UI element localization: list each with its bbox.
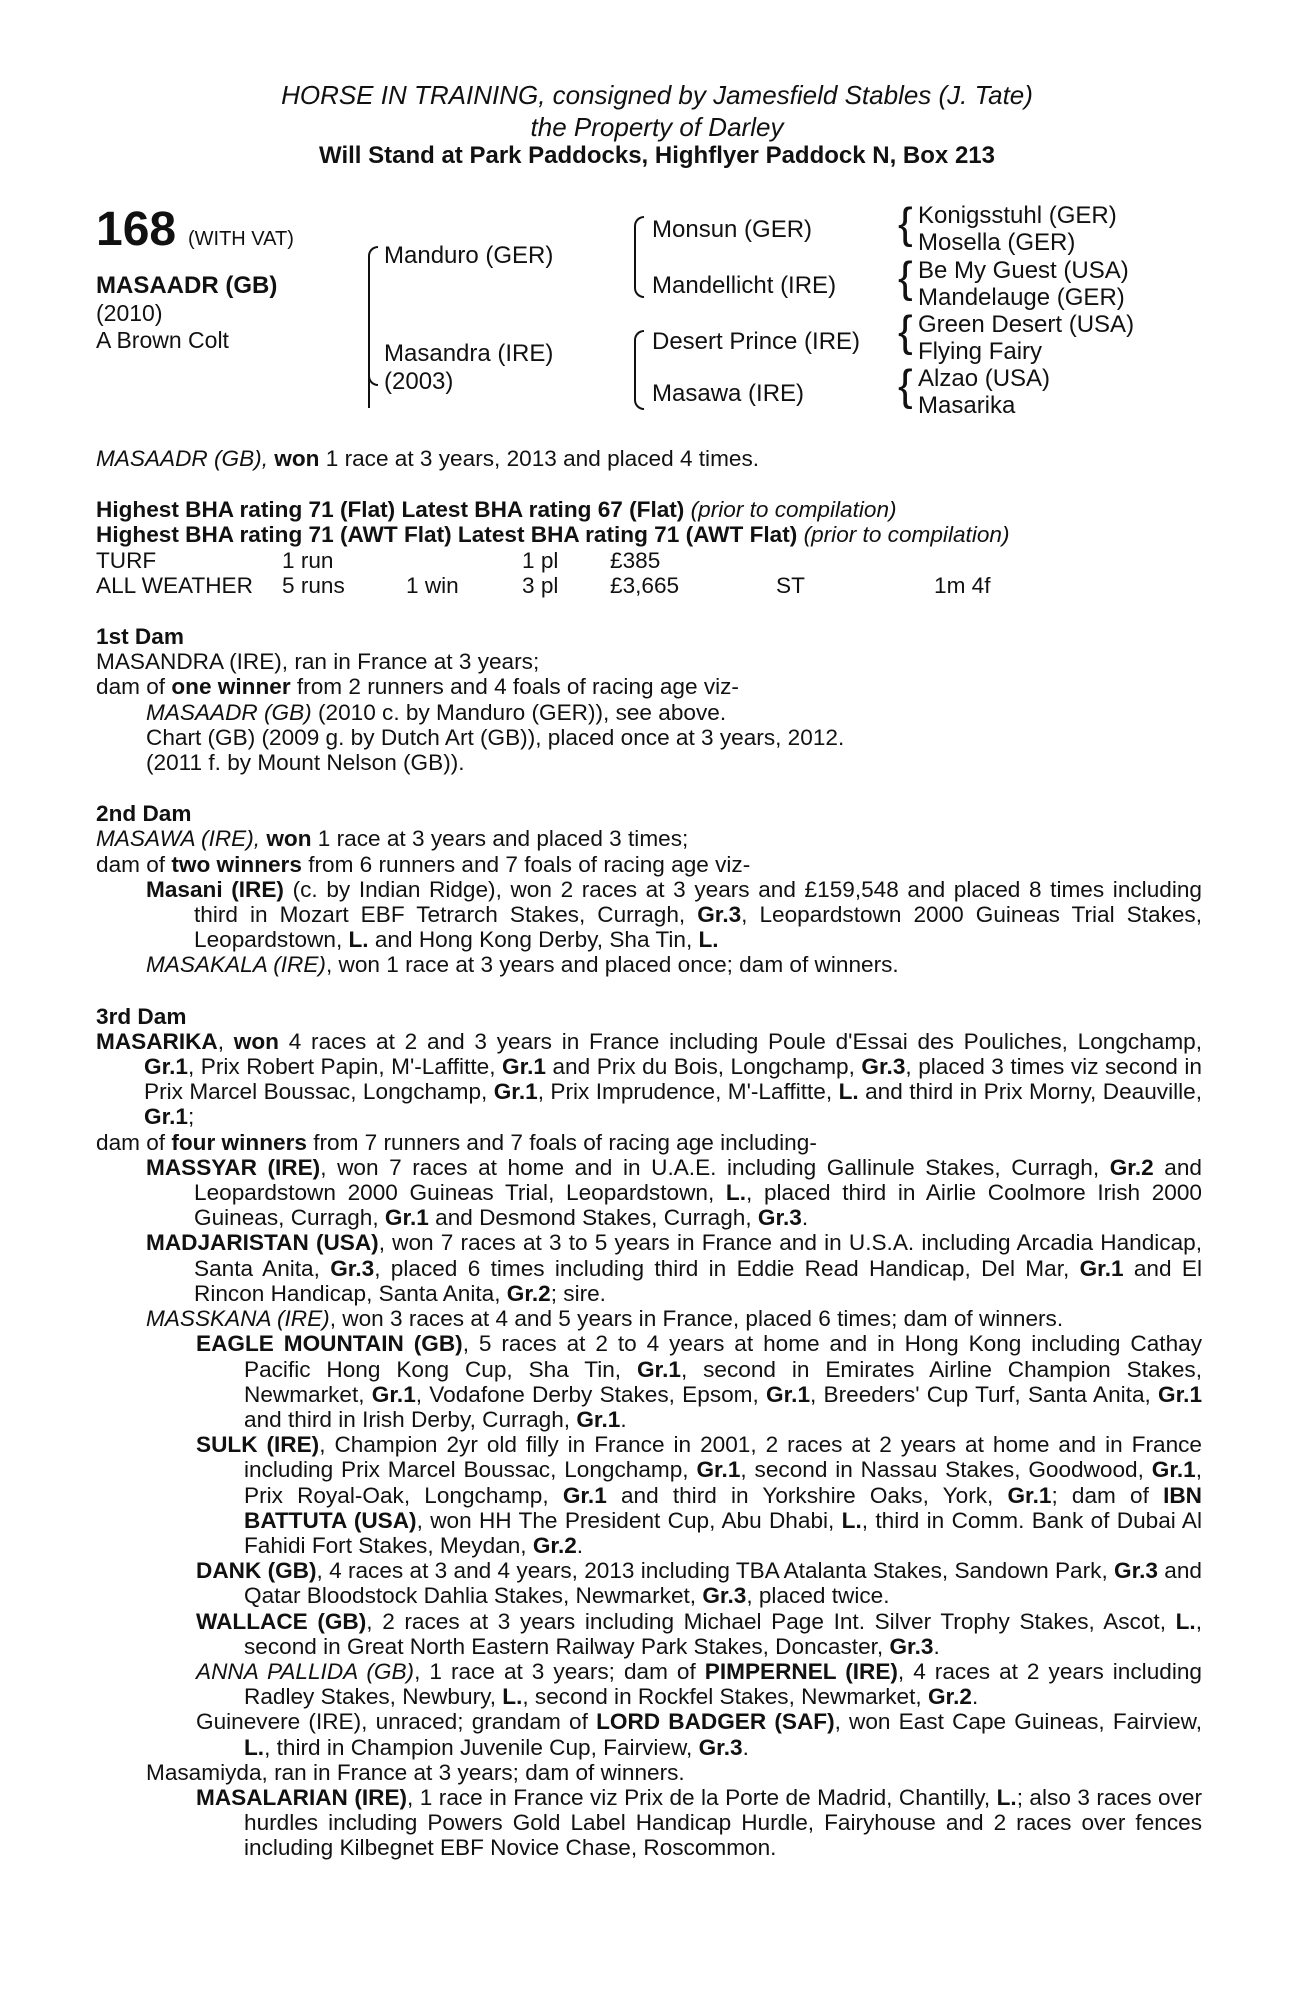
grade: L. (841, 1507, 862, 1533)
text: 1 race at 3 years and placed 3 times; (311, 826, 689, 852)
first-dam-produce (96, 674, 1202, 699)
record-prize: £385 (610, 547, 661, 573)
dam-name: MASARIKA (96, 1028, 218, 1054)
record-runs: 1 run (282, 547, 334, 573)
grade: Gr.2 (1109, 1154, 1154, 1180)
text: , Prix Robert Papin, M'-Laffitte, (187, 1054, 502, 1080)
text: dam of (96, 851, 172, 877)
summary-rest: 1 race at 3 years, 2013 and placed 4 times. (319, 446, 760, 471)
pedigree-gg7: Alzao (USA) (918, 365, 1051, 392)
text: , 1 race in France viz Prix de la Porte de Madrid, Chantilly, (407, 1784, 997, 1810)
text: , won 7 races at home and in U.A.E. including Gallinule Stakes, Curragh, (320, 1154, 1110, 1180)
text: , Vodafone Derby Stakes, Epsom, (415, 1381, 767, 1407)
text: (c. by Indian Ridge), won 2 races at 3 years and £159,548 and placed 8 times including third in Mozart EBF Tetrarch Stakes, Curragh, (194, 876, 1202, 928)
text: , Prix Imprudence, M'-Laffitte, (537, 1079, 839, 1105)
foal-sulk (96, 1432, 1202, 1558)
brace-g1: { (898, 199, 913, 248)
text: , 2 races at 3 years including Michael Page Int. Silver Trophy Stakes, Ascot, (366, 1608, 1176, 1634)
race-record-table (96, 548, 991, 598)
text: , third in Champion Juvenile Cup, Fairview, (264, 1734, 699, 1760)
foal-name: WALLACE (GB) (196, 1608, 367, 1634)
text: and Hong Kong Derby, Sha Tin, (368, 927, 699, 953)
consignor-line: HORSE IN TRAINING, consigned by Jamesfield Stables (J. Tate) (281, 80, 1033, 110)
grade: L. (725, 1180, 747, 1206)
text: and Prix du Bois, Longchamp, (545, 1054, 862, 1080)
vat-note: (WITH VAT) (188, 228, 294, 250)
grade: Gr.1 (1151, 1457, 1196, 1483)
foal-name: MASSYAR (IRE) (146, 1154, 321, 1180)
text: Guinevere (IRE), unraced; grandam of (196, 1709, 597, 1735)
foal-masamiyda: Masamiyda, ran in France at 3 years; dam of winners. (146, 1759, 685, 1785)
text: , placed 3 times viz second in Prix Marcel Boussac, Longchamp, (144, 1054, 1202, 1105)
horse-description: A Brown Colt (96, 327, 229, 353)
text: ; also 3 races over hurdles including Powers Gold Label Handicap Hurdle, Fairyhouse and 2 races over fences including Kilbegnet EBF Novice Chase, Roscommon. (244, 1784, 1203, 1861)
foal-name: Masani (IRE) (146, 876, 284, 902)
text: , 4 races at 2 years including Radley Stakes, Newbury, (244, 1658, 1202, 1710)
foaling-year: (2010) (96, 300, 163, 326)
text: and third in Irish Derby, Curragh, (244, 1406, 577, 1432)
record-wins (406, 548, 522, 573)
pedigree-gg4: Mandelauge (GER) (918, 284, 1125, 311)
text: , second in Great North Eastern Railway Park Stakes, Doncaster, (244, 1608, 1202, 1659)
text: . (742, 1734, 749, 1760)
foal-name: SULK (IRE) (196, 1432, 320, 1458)
text: , Breeders' Cup Turf, Santa Anita, (810, 1381, 1159, 1407)
record-row-all-weather (96, 573, 991, 598)
pedigree-dam: Masandra (IRE) (384, 340, 554, 367)
winners-count: two winners (171, 851, 302, 877)
pedigree-sire-sire: Monsun (GER) (652, 216, 813, 243)
grade: Gr.1 (144, 1104, 188, 1130)
text: , placed third in Airlie Coolmore Irish 2000 Guineas, Curragh, (194, 1180, 1202, 1231)
third-dam-heading: 3rd Dam (96, 1003, 187, 1029)
text: , (217, 1028, 234, 1054)
lot-number: 168 (96, 203, 177, 256)
pedigree-gg1: Konigsstuhl (GER) (918, 202, 1117, 229)
text: , Prix Royal-Oak, Longchamp, (244, 1457, 1202, 1508)
produce-name: PIMPERNEL (IRE) (704, 1658, 898, 1684)
text: and third in Yorkshire Oaks, York, (606, 1482, 1008, 1508)
foal-name: MASSKANA (IRE) (146, 1306, 330, 1332)
grade: Gr.1 (1079, 1255, 1124, 1281)
grade: Gr.2 (506, 1280, 551, 1306)
text: and Leopardstown 2000 Guineas Trial, Leopardstown, (194, 1154, 1202, 1206)
second-dam-line (96, 826, 1202, 851)
produce-name: LORD BADGER (SAF) (596, 1709, 835, 1735)
grade: Gr.1 (576, 1406, 621, 1432)
grade: Gr.1 (502, 1054, 546, 1080)
text: , second in Emirates Airline Champion Stakes, Newmarket, (244, 1356, 1202, 1407)
text: 4 races at 2 and 3 years in France including Poule d'Essai des Pouliches, Longchamp, (278, 1028, 1202, 1054)
grade: L. (838, 1079, 859, 1105)
pedigree-sire-dam: Mandellicht (IRE) (652, 272, 837, 299)
grade: L. (244, 1734, 265, 1760)
text: , won 1 race at 3 years and placed once; dam of winners. (325, 952, 899, 978)
text: , second in Rockfel Stakes, Newmarket, (522, 1684, 928, 1710)
pedigree-gg2: Mosella (GER) (918, 229, 1076, 256)
record-prize: £3,665 (610, 572, 680, 598)
pedigree-dam-year: (2003) (384, 368, 454, 395)
foal-name: MADJARISTAN (USA) (146, 1230, 379, 1256)
pedigree-gg6: Flying Fairy (918, 338, 1043, 365)
grade: Gr.1 (696, 1457, 741, 1483)
record-surface: ALL WEATHER (96, 572, 253, 598)
pedigree-dam-dam: Masawa (IRE) (652, 380, 805, 407)
text: . (620, 1406, 627, 1432)
record-going (776, 548, 934, 573)
record-distance: 1m 4f (934, 572, 991, 598)
text: . (971, 1684, 979, 1710)
grade: Gr.1 (371, 1381, 416, 1407)
record-distance (934, 548, 991, 573)
grade: Gr.3 (861, 1054, 906, 1080)
second-dam-heading: 2nd Dam (96, 801, 192, 827)
text: and El Rincon Handicap, Santa Anita, (194, 1255, 1202, 1306)
first-dam-foal-1 (96, 700, 1202, 725)
won-label: won (233, 1028, 279, 1054)
record-surface: TURF (96, 547, 157, 573)
foal-name: ANNA PALLIDA (GB) (196, 1658, 415, 1684)
foal-name: MASAADR (GB) (146, 699, 312, 725)
grade: Gr.1 (493, 1079, 538, 1105)
text: . (933, 1633, 940, 1659)
text: from 7 runners and 7 foals of racing age including- (306, 1129, 817, 1155)
grade: Gr.2 (532, 1532, 577, 1558)
rating-2-text: Highest BHA rating 71 (AWT Flat) Latest BHA rating 71 (AWT Flat) (96, 522, 798, 548)
pedigree-gg3: Be My Guest (USA) (918, 257, 1129, 284)
text: , placed 6 times including third in Eddie Read Handicap, Del Mar, (374, 1255, 1080, 1281)
summary-won: won (274, 446, 320, 471)
brace-g4: { (898, 361, 913, 410)
third-dam-masarika (96, 1029, 1202, 1130)
grade: Gr.3 (330, 1255, 375, 1281)
foal-massyar (96, 1155, 1202, 1231)
text: , 1 race at 3 years; dam of (414, 1658, 705, 1684)
grade: Gr.2 (927, 1684, 972, 1710)
text: , second in Nassau Stakes, Goodwood, (740, 1457, 1152, 1483)
foal-name: DANK (GB) (196, 1558, 317, 1584)
text: dam of (96, 1129, 172, 1155)
sire-line-brace-bottom (634, 240, 644, 298)
rating-line-1 (96, 497, 1202, 522)
grade: L. (502, 1684, 523, 1710)
text: , 4 races at 3 and 4 years, 2013 including TBA Atalanta Stakes, Sandown Park, (316, 1558, 1115, 1584)
text: , won HH The President Cup, Abu Dhabi, (416, 1507, 842, 1533)
rating-1-text: Highest BHA rating 71 (Flat) Latest BHA rating 67 (Flat) (96, 497, 685, 523)
text: , third in Comm. Bank of Dubai Al Fahidi Fort Stakes, Meydan, (244, 1507, 1202, 1558)
race-summary (96, 446, 1202, 471)
brace-g3: { (898, 307, 913, 356)
rating-1-note: (prior to compilation) (690, 497, 897, 523)
foal-wallace (96, 1609, 1202, 1659)
foal-masskana (96, 1306, 1202, 1331)
first-dam-foal-2: Chart (GB) (2009 g. by Dutch Art (GB)), placed once at 3 years, 2012. (146, 724, 845, 750)
grade: L. (1175, 1608, 1196, 1634)
grade: Gr.1 (1158, 1381, 1203, 1407)
produce-name: IBN BATTUTA (USA) (244, 1482, 1202, 1533)
dam-name: MASAWA (IRE), (96, 826, 261, 852)
dam-line-brace-bottom (634, 352, 644, 410)
rating-2-note: (prior to compilation) (803, 522, 1010, 548)
grade: Gr.1 (1007, 1482, 1052, 1508)
second-dam-foal-masakala (96, 952, 1202, 977)
text: from 2 runners and 4 foals of racing age viz- (290, 674, 739, 700)
grade: Gr.3 (698, 1734, 743, 1760)
brace-g2: { (898, 253, 913, 302)
rating-line-2 (96, 522, 1202, 547)
grade: Gr.1 (562, 1482, 607, 1508)
text: , won 3 races at 4 and 5 years in France, placed 6 times; dam of winners. (329, 1306, 1064, 1332)
grade: L. (348, 927, 369, 953)
grade: Gr.3 (697, 902, 742, 928)
winners-count: one winner (171, 674, 291, 700)
record-placed: 3 pl (522, 572, 559, 598)
winners-count: four winners (171, 1129, 307, 1155)
text: dam of (96, 674, 172, 700)
text: , won East Cape Guineas, Fairview, (834, 1709, 1203, 1735)
record-placed: 1 pl (522, 547, 559, 573)
record-going: ST (776, 572, 805, 598)
grade: Gr.1 (636, 1356, 681, 1382)
record-row-turf (96, 548, 991, 573)
foal-masalarian (96, 1785, 1202, 1861)
text: and Desmond Stakes, Curragh, (428, 1205, 758, 1231)
record-wins: 1 win (406, 572, 459, 598)
foal-name: EAGLE MOUNTAIN (GB) (196, 1331, 463, 1357)
text: , Champion 2yr old filly in France in 2001, 2 races at 2 years at home and in France including Prix Marcel Boussac, Longchamp, (244, 1432, 1202, 1483)
grade: Gr.3 (702, 1583, 747, 1609)
foal-anna-pallida (96, 1659, 1202, 1709)
text: ; sire. (550, 1280, 606, 1306)
pedigree-dam-sire: Desert Prince (IRE) (652, 328, 861, 355)
grade: Gr.3 (889, 1633, 934, 1659)
text: , placed twice. (746, 1583, 890, 1609)
sire-dam-brace-bottom (368, 330, 378, 386)
grade: Gr.3 (757, 1205, 802, 1231)
text: and third in Prix Morny, Deauville, (858, 1079, 1202, 1105)
foal-name: MASALARIAN (IRE) (196, 1784, 408, 1810)
summary-horse-name: MASAADR (GB), (96, 446, 268, 471)
grade: Gr.1 (384, 1205, 429, 1231)
first-dam-line: MASANDRA (IRE), ran in France at 3 years; (96, 649, 540, 675)
text: , 5 races at 2 to 4 years at home and in Hong Kong including Cathay Pacific Hong Kong Cup, Sha Tin, (244, 1331, 1203, 1382)
third-dam-produce (96, 1130, 1202, 1155)
foal-guinevere (96, 1709, 1202, 1759)
stand-line: Will Stand at Park Paddocks, Highflyer Paddock N, Box 213 (319, 142, 995, 169)
first-dam-foal-3: (2011 f. by Mount Nelson (GB)). (146, 750, 465, 776)
foal-name: MASAKALA (IRE) (146, 952, 326, 978)
grade: Gr.1 (766, 1381, 811, 1407)
text: , won 7 races at 3 to 5 years in France and in U.S.A. including Arcadia Handicap, Santa Anita, (194, 1230, 1202, 1281)
text: from 6 runners and 7 foals of racing age viz- (301, 851, 751, 877)
grade: Gr.3 (1114, 1558, 1158, 1584)
horse-name: MASAADR (GB) (96, 272, 278, 299)
foal-eagle-mountain (96, 1331, 1202, 1432)
text: and Qatar Bloodstock Dahlia Stakes, Newmarket, (244, 1558, 1202, 1609)
second-dam-foal-masani (96, 877, 1202, 953)
pedigree-gg5: Green Desert (USA) (918, 311, 1135, 338)
grade: L. (996, 1784, 1017, 1810)
foal-dank (96, 1558, 1202, 1608)
text: . (801, 1205, 809, 1231)
grade: Gr.1 (144, 1054, 188, 1080)
record-runs: 5 runs (282, 572, 345, 598)
text: , Leopardstown 2000 Guineas Trial Stakes, Leopardstown, (194, 902, 1202, 953)
grade: L. (698, 927, 719, 953)
first-dam-heading: 1st Dam (96, 624, 184, 650)
catalogue-text (96, 446, 1202, 1861)
foal-madjaristan (96, 1230, 1202, 1306)
won-label: won (266, 826, 312, 852)
second-dam-produce (96, 852, 1202, 877)
text: ; dam of (1051, 1482, 1164, 1508)
text: . (576, 1532, 584, 1558)
foal-details: (2010 c. by Manduro (GER)), see above. (311, 699, 727, 725)
property-line: the Property of Darley (530, 112, 784, 142)
text: ; (187, 1104, 195, 1130)
pedigree-sire: Manduro (GER) (384, 242, 554, 269)
pedigree-gg8: Masarika (918, 392, 1016, 419)
